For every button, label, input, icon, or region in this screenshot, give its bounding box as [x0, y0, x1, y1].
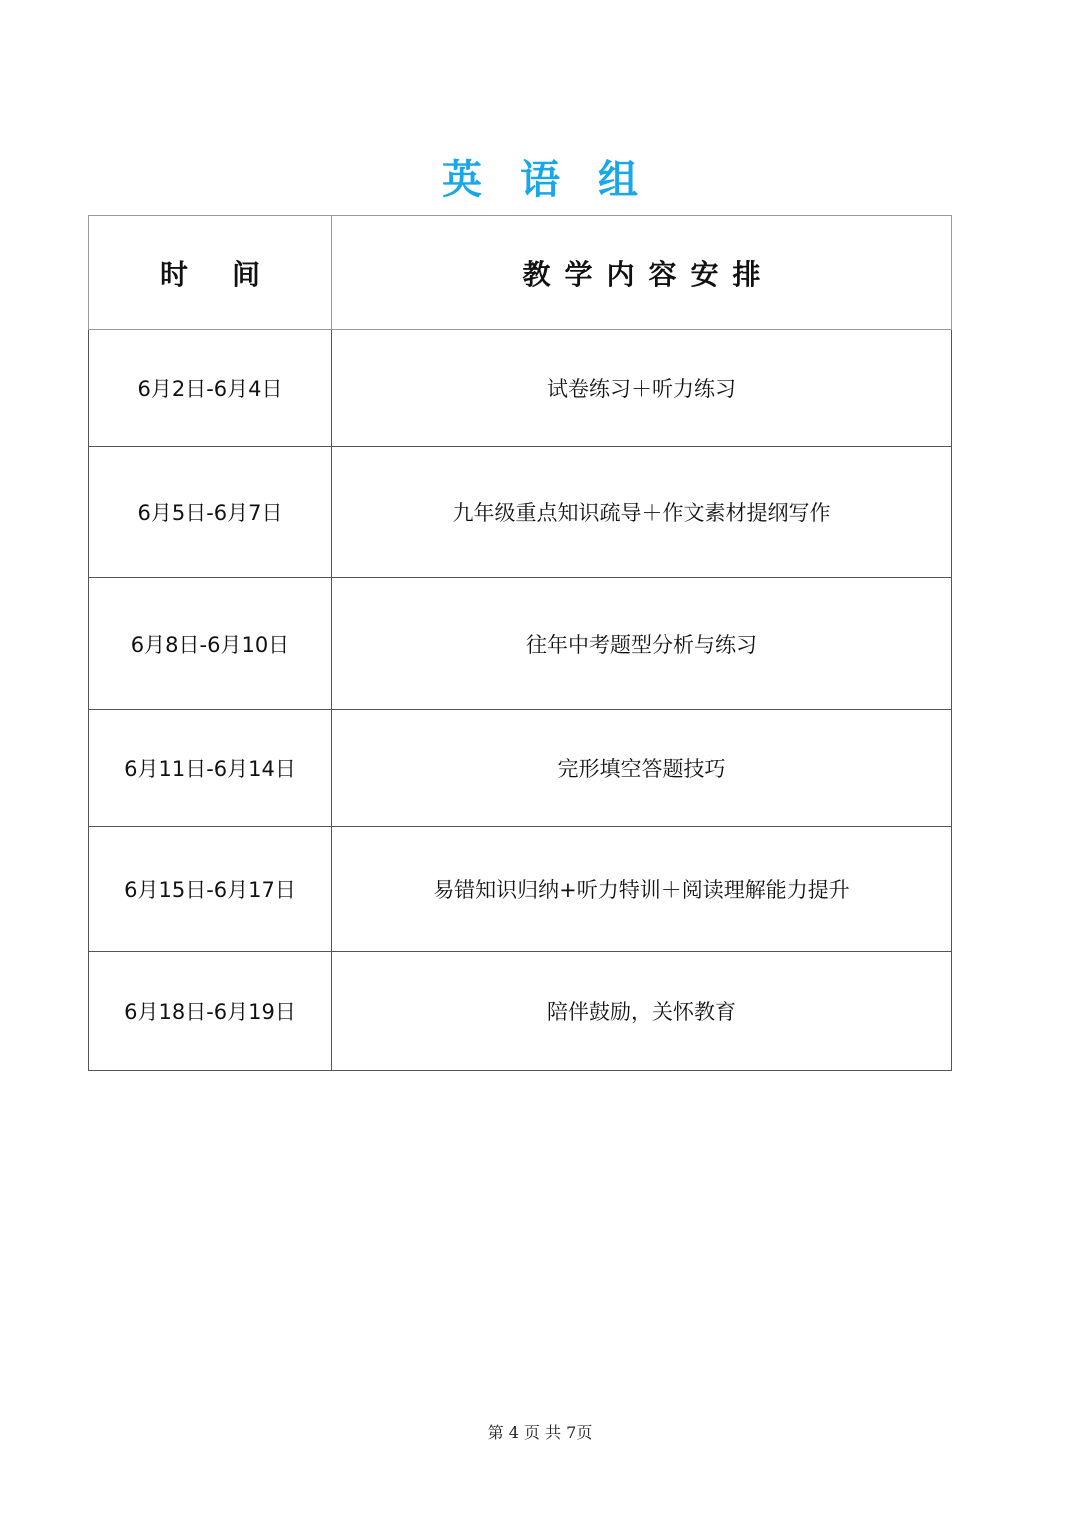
row-time: 6月11日-6月14日 — [89, 710, 332, 827]
row-content: 试卷练习＋听力练习 — [332, 330, 952, 447]
row-time: 6月8日-6月10日 — [89, 578, 332, 710]
row-time: 6月15日-6月17日 — [89, 827, 332, 952]
row-time: 6月2日-6月4日 — [89, 330, 332, 447]
row-content: 易错知识归纳+听力特训＋阅读理解能力提升 — [332, 827, 952, 952]
row-content: 九年级重点知识疏导＋作文素材提纲写作 — [332, 447, 952, 578]
table-header-row — [89, 216, 952, 330]
schedule-table — [88, 215, 952, 1071]
header-time: 时间 — [89, 216, 332, 330]
table-row — [89, 447, 952, 578]
page-title: 英语组 — [442, 157, 676, 203]
table-row — [89, 710, 952, 827]
table-row — [89, 827, 952, 952]
header-content: 教学内容安排 — [332, 216, 952, 330]
table-row — [89, 952, 952, 1071]
row-content: 往年中考题型分析与练习 — [332, 578, 952, 710]
row-content: 陪伴鼓励，关怀教育 — [332, 952, 952, 1071]
row-time: 6月5日-6月7日 — [89, 447, 332, 578]
row-content: 完形填空答题技巧 — [332, 710, 952, 827]
table-row — [89, 578, 952, 710]
row-time: 6月18日-6月19日 — [89, 952, 332, 1071]
page-number-footer: 第 4 页 共 7页 — [487, 1423, 593, 1442]
table-row — [89, 330, 952, 447]
